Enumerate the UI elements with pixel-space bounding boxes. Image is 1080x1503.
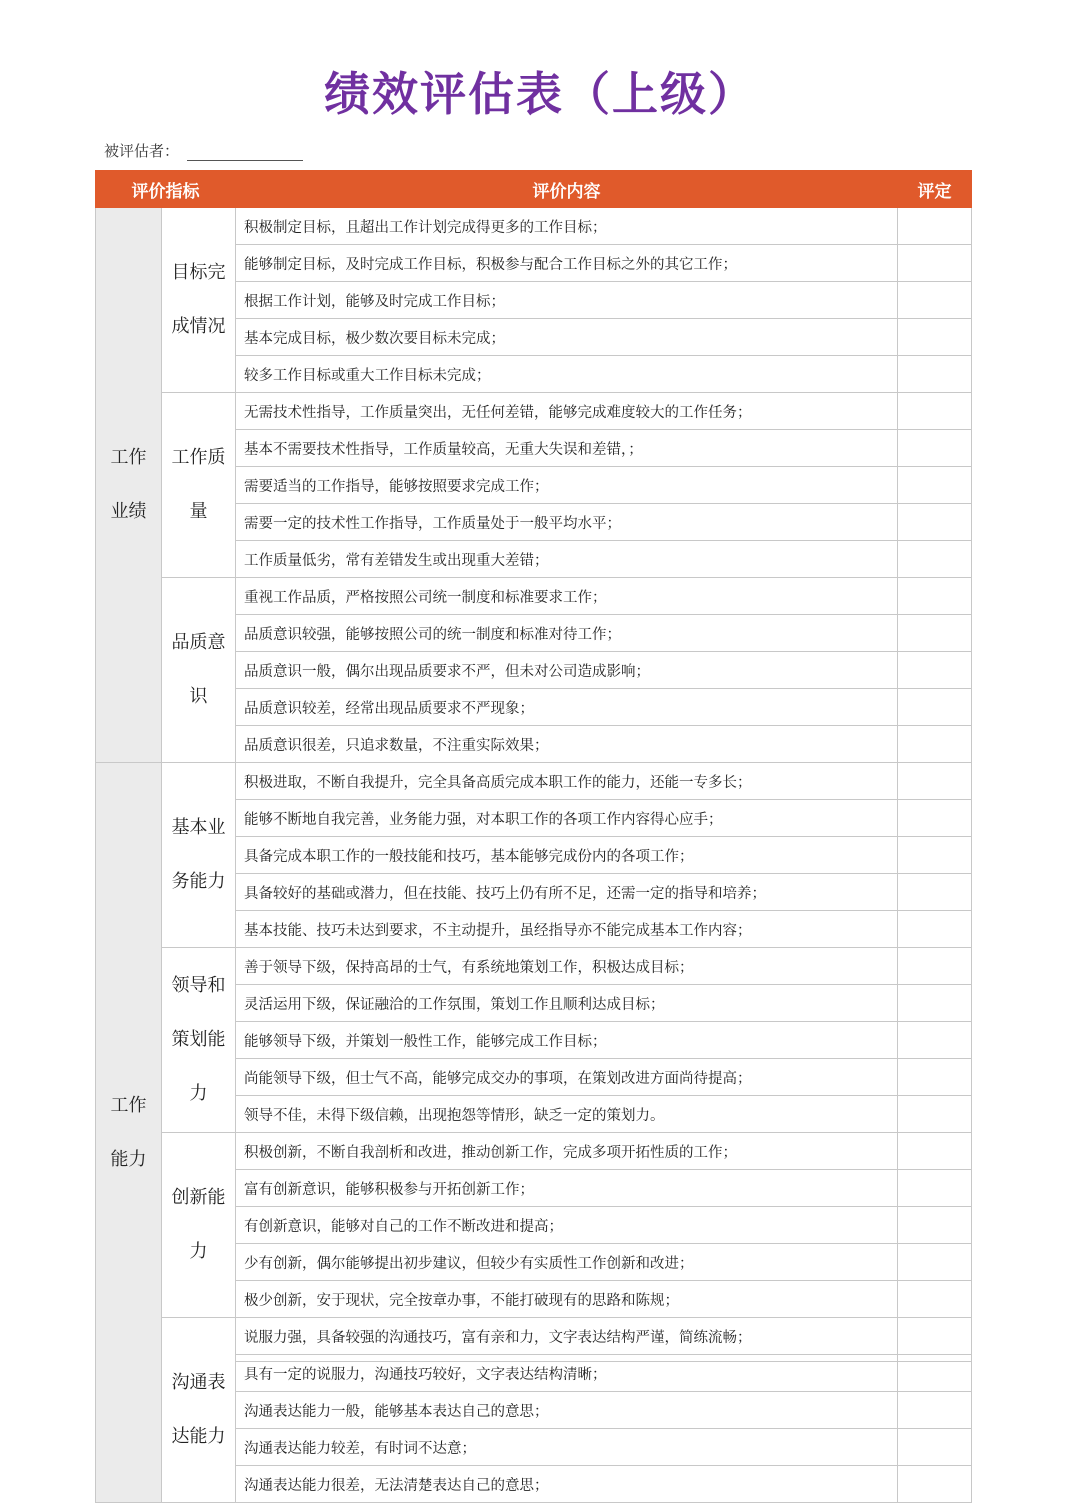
- criteria-text: 少有创新，偶尔能够提出初步建议，但较少有实质性工作创新和改进；: [236, 1244, 898, 1281]
- rating-cell[interactable]: [898, 726, 972, 763]
- criteria-text: 具备完成本职工作的一般技能和技巧，基本能够完成份内的各项工作；: [236, 837, 898, 874]
- rating-cell[interactable]: [898, 1170, 972, 1207]
- table-row: [96, 763, 972, 800]
- rating-cell[interactable]: [898, 430, 972, 467]
- criteria-text: 品质意识较强，能够按照公司的统一制度和标准对待工作；: [236, 615, 898, 652]
- criteria-text: 能够制定目标，及时完成工作目标，积极参与配合工作目标之外的其它工作；: [236, 245, 898, 282]
- rating-cell[interactable]: [898, 578, 972, 615]
- rating-cell[interactable]: [898, 208, 972, 245]
- subcategory-cell: 目标完 成情况: [162, 208, 236, 393]
- header-indicator: 评价指标: [96, 171, 236, 208]
- criteria-text: 重视工作品质，严格按照公司统一制度和标准要求工作；: [236, 578, 898, 615]
- rating-cell[interactable]: [898, 837, 972, 874]
- rating-cell[interactable]: [898, 319, 972, 356]
- table-row: [96, 948, 972, 985]
- rating-cell[interactable]: [898, 1244, 972, 1281]
- criteria-text: 尚能领导下级，但士气不高，能够完成交办的事项，在策划改进方面尚待提高；: [236, 1059, 898, 1096]
- category-cell: 工作 业绩: [96, 208, 162, 763]
- rating-cell[interactable]: [898, 1022, 972, 1059]
- subcategory-cell: 工作质 量: [162, 393, 236, 578]
- rating-cell[interactable]: [898, 911, 972, 948]
- evaluatee-label: 被评估者：: [104, 142, 180, 160]
- table-row: [96, 393, 972, 430]
- table-body: [96, 208, 972, 1503]
- rating-cell[interactable]: [898, 948, 972, 985]
- rating-cell[interactable]: [898, 1133, 972, 1170]
- criteria-text: 积极进取，不断自我提升，完全具备高质完成本职工作的能力，还能一专多长；: [236, 763, 898, 800]
- criteria-text: 有创新意识，能够对自己的工作不断改进和提高；: [236, 1207, 898, 1244]
- table-header-row: [96, 171, 972, 208]
- criteria-text: 品质意识一般，偶尔出现品质要求不严，但未对公司造成影响；: [236, 652, 898, 689]
- rating-cell[interactable]: [898, 467, 972, 504]
- rating-cell[interactable]: [898, 282, 972, 319]
- rating-cell[interactable]: [898, 1281, 972, 1318]
- rating-cell[interactable]: [898, 393, 972, 430]
- evaluation-table-viewport: [95, 170, 971, 1494]
- table-row: [96, 578, 972, 615]
- criteria-text: 基本技能、技巧未达到要求，不主动提升，虽经指导亦不能完成基本工作内容；: [236, 911, 898, 948]
- rating-cell[interactable]: [898, 1392, 972, 1429]
- rating-cell[interactable]: [898, 245, 972, 282]
- criteria-text: 能够不断地自我完善，业务能力强，对本职工作的各项工作内容得心应手；: [236, 800, 898, 837]
- subcategory-cell: 创新能 力: [162, 1133, 236, 1318]
- category-cell: 工作 能力: [96, 763, 162, 1503]
- rating-cell[interactable]: [898, 1466, 972, 1503]
- rating-cell[interactable]: [898, 985, 972, 1022]
- header-rating: 评定: [898, 171, 972, 208]
- criteria-text: 能够领导下级，并策划一般性工作，能够完成工作目标；: [236, 1022, 898, 1059]
- criteria-text: 基本完成目标，极少数次要目标未完成；: [236, 319, 898, 356]
- criteria-text: 灵活运用下级，保证融洽的工作氛围，策划工作且顺利达成目标；: [236, 985, 898, 1022]
- criteria-text: 品质意识较差，经常出现品质要求不严现象；: [236, 689, 898, 726]
- rating-cell[interactable]: [898, 1207, 972, 1244]
- rating-cell[interactable]: [898, 652, 972, 689]
- criteria-text: 根据工作计划，能够及时完成工作目标；: [236, 282, 898, 319]
- criteria-text: 具备较好的基础或潜力，但在技能、技巧上仍有所不足，还需一定的指导和培养；: [236, 874, 898, 911]
- criteria-text: 积极创新，不断自我剖析和改进，推动创新工作，完成多项开拓性质的工作；: [236, 1133, 898, 1170]
- criteria-text: 较多工作目标或重大工作目标未完成；: [236, 356, 898, 393]
- criteria-text: 基本不需要技术性指导，工作质量较高，无重大失误和差错，；: [236, 430, 898, 467]
- rating-cell[interactable]: [898, 874, 972, 911]
- rating-cell[interactable]: [898, 356, 972, 393]
- criteria-text: 需要一定的技术性工作指导，工作质量处于一般平均水平；: [236, 504, 898, 541]
- criteria-text: 说服力强，具备较强的沟通技巧，富有亲和力，文字表达结构严谨，简练流畅；: [236, 1318, 898, 1355]
- rating-cell[interactable]: [898, 1096, 972, 1133]
- subcategory-cell: 沟通表 达能力: [162, 1318, 236, 1503]
- criteria-text: 领导不佳，未得下级信赖，出现抱怨等情形，缺乏一定的策划力。: [236, 1096, 898, 1133]
- subcategory-cell: 基本业 务能力: [162, 763, 236, 948]
- table-row: [96, 1133, 972, 1170]
- rating-cell[interactable]: [898, 615, 972, 652]
- table-row: [96, 1318, 972, 1355]
- rating-cell[interactable]: [898, 1355, 972, 1392]
- rating-cell[interactable]: [898, 504, 972, 541]
- rating-cell[interactable]: [898, 800, 972, 837]
- evaluatee-input-line[interactable]: [187, 142, 303, 161]
- rating-cell[interactable]: [898, 1059, 972, 1096]
- header-content: 评价内容: [236, 171, 898, 208]
- criteria-text: 沟通表达能力较差，有时词不达意；: [236, 1429, 898, 1466]
- criteria-text: 积极制定目标，且超出工作计划完成得更多的工作目标；: [236, 208, 898, 245]
- rating-cell[interactable]: [898, 1429, 972, 1466]
- rating-cell[interactable]: [898, 763, 972, 800]
- criteria-text: 具有一定的说服力，沟通技巧较好，文字表达结构清晰；: [236, 1355, 898, 1392]
- evaluatee-field: [104, 140, 303, 161]
- criteria-text: 极少创新，安于现状，完全按章办事，不能打破现有的思路和陈规；: [236, 1281, 898, 1318]
- criteria-text: 需要适当的工作指导，能够按照要求完成工作；: [236, 467, 898, 504]
- criteria-text: 富有创新意识，能够积极参与开拓创新工作；: [236, 1170, 898, 1207]
- rating-cell[interactable]: [898, 1318, 972, 1355]
- evaluation-table: [95, 170, 972, 1503]
- subcategory-cell: 领导和 策划能 力: [162, 948, 236, 1133]
- criteria-text: 品质意识很差，只追求数量，不注重实际效果；: [236, 726, 898, 763]
- criteria-text: 善于领导下级，保持高昂的士气，有系统地策划工作，积极达成目标；: [236, 948, 898, 985]
- rating-cell[interactable]: [898, 541, 972, 578]
- criteria-text: 无需技术性指导，工作质量突出，无任何差错，能够完成难度较大的工作任务；: [236, 393, 898, 430]
- criteria-text: 工作质量低劣，常有差错发生或出现重大差错；: [236, 541, 898, 578]
- criteria-text: 沟通表达能力一般，能够基本表达自己的意思；: [236, 1392, 898, 1429]
- rating-cell[interactable]: [898, 689, 972, 726]
- subcategory-cell: 品质意 识: [162, 578, 236, 763]
- page-title: 绩效评估表（上级）: [324, 67, 756, 121]
- table-row: [96, 208, 972, 245]
- criteria-text: 沟通表达能力很差，无法清楚表达自己的意思；: [236, 1466, 898, 1503]
